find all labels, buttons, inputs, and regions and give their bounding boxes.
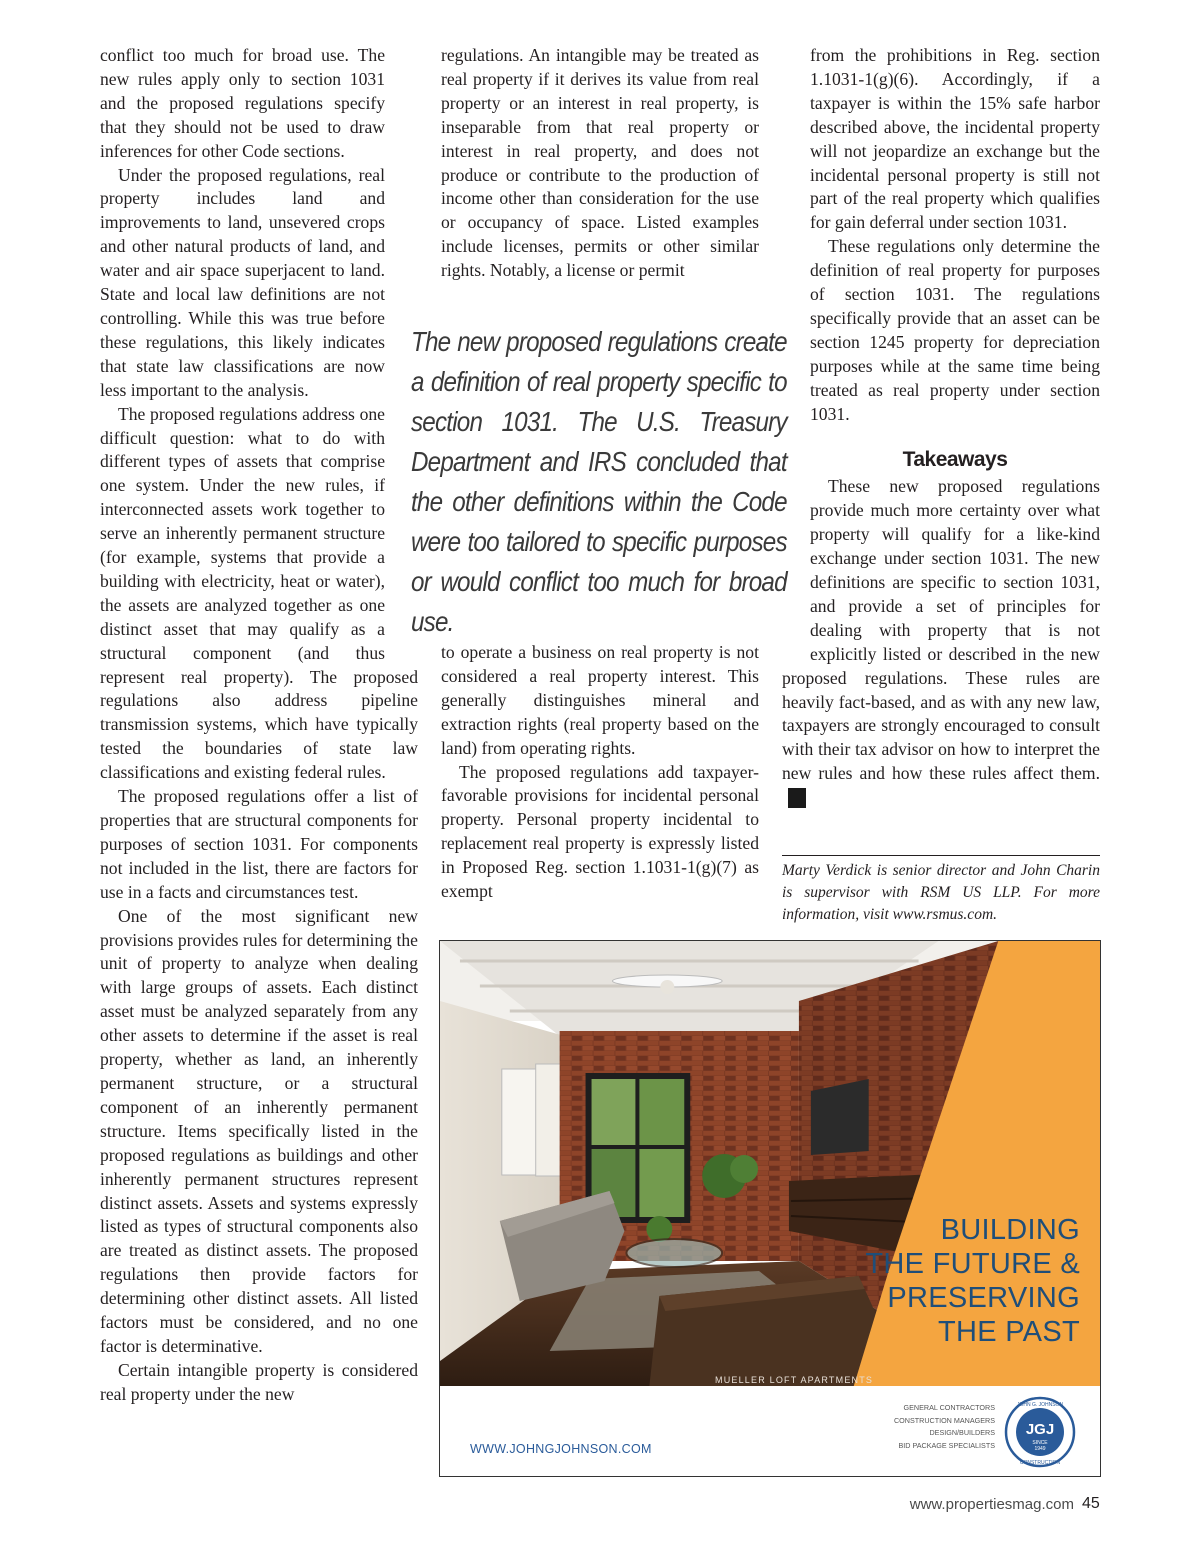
ad-services-list — [894, 1402, 995, 1452]
jgj-logo-seal — [1004, 1396, 1076, 1468]
paragraph: from the prohibitions in Reg. section 1.1031-1(g)(6). Accordingly, if a taxpayer is within the 15% safe harbor described above, the incidental property will not jeopardize an exchange but the incidental personal property is still not part of the real property which qualifies for gain deferral under section 1031. — [810, 45, 1100, 233]
ad-headline-line: THE PAST — [937, 1316, 1080, 1348]
paragraph — [782, 475, 1100, 810]
service-item: BID PACKAGE SPECIALISTS — [898, 1440, 995, 1450]
ad-headline — [865, 1213, 1080, 1349]
paragraph: The proposed regulations add taxpayer-favorable provisions for incidental personal property. Personal property incidental to replacement real property is expressly listed in Proposed Reg. section 1.1031-1(g)(7) as exempt — [441, 761, 759, 902]
svg-text:SINCE: SINCE — [1032, 1440, 1048, 1446]
end-of-article-mark: P — [788, 788, 806, 808]
article-column-2-top — [441, 44, 759, 283]
paragraph: Certain intangible property is considered real property under the new — [100, 1359, 418, 1404]
svg-text:JOHN G. JOHNSON: JOHN G. JOHNSON — [1016, 1402, 1064, 1408]
svg-text:1949: 1949 — [1034, 1446, 1046, 1452]
paragraph: The proposed regulations address one difficult question: what to do with different types of assets that comprise one system. Under the new rules, if interconnected assets work together to serve an inherently permanent structure (for example, systems that provide a building with electricity, heat or water), the assets are analyzed together as one distinct asset that may qualify as a structural component (and thus represent real property). The proposed regulations also address pipeline transmission systems, which have typically tested the boundaries of state law classifications and existing federal rules. — [100, 403, 418, 783]
ad-headline-line: THE FUTURE & — [865, 1248, 1080, 1280]
paragraph: conflict too much for broad use. The new rules apply only to section 1031 and the proposed regulations specify that they should not be used to draw inferences for other Code sections. — [100, 45, 385, 161]
author-bio: Marty Verdick is senior director and John Charin is supervisor with RSM US LLP. For more information, visit www.rsmus.com. — [782, 862, 1100, 923]
page-number: 45 — [1082, 1495, 1100, 1512]
section-heading: Takeaways — [902, 447, 1008, 471]
photo-caption: MUELLER LOFT APARTMENTS — [715, 1375, 874, 1385]
service-item: GENERAL CONTRACTORS — [903, 1403, 995, 1412]
ad-headline-line: BUILDING — [940, 1214, 1080, 1246]
svg-text:CONSTRUCTION: CONSTRUCTION — [1019, 1460, 1061, 1466]
footer-website: www.propertiesmag.com — [909, 1496, 1074, 1513]
pull-quote-wrap-spacer — [782, 316, 810, 651]
bio-divider — [782, 855, 1100, 856]
service-item: DESIGN/BUILDERS — [929, 1428, 995, 1437]
takeaways-text: These new proposed regulations provide much more certainty over what property will qualify for a like-kind exchange under section 1031. The new definitions are specific to section 1031, and provide a set of principles for dealing with property that is not explicitly listed or described in the new proposed regulations. These rules are heavily fact-based, and as with any new law, taxpayers are strongly encouraged to consult with their tax advisor on how to interpret the new rules and how these rules affect them. — [782, 476, 1100, 784]
paragraph: One of the most significant new provisions provides rules for determining the unit of property to analyze when dealing with large groups of assets. Each distinct asset must be analyzed separately from any other assets to determine if the asset is real property, whether as land, an inherently permanent structure, or a structural component of an inherently permanent structure. Items specifically listed in the proposed regulations as buildings and other inherently permanent structures represent distinct assets. Assets and systems expressly listed as types of structural components also are treated as distinct assets. The proposed regulations then provide factors for determining other distinct assets. All listed factors must be considered, and no one factor is determinative. — [100, 905, 418, 1356]
service-item: CONSTRUCTION MANAGERS — [893, 1415, 995, 1425]
paragraph: Under the proposed regulations, real property includes land and improvements to land, unsevered crops and other natural products of land, and water and air space superjacent to land. State and local law definitions are not controlling. While this was true before these regulations, this likely indicates that state law classifications are now less important to the analysis. — [100, 164, 385, 400]
paragraph: These regulations only determine the definition of real property for purposes of section 1031. The regulations specifically provide that an asset can be section 1245 property for depreciation purposes while at the same time being treated as real property under section 1031. — [810, 236, 1100, 424]
ad-website-link[interactable]: WWW.JOHNGJOHNSON.COM — [470, 1442, 652, 1456]
advertisement — [439, 940, 1101, 1477]
ad-footer — [440, 1386, 1100, 1477]
paragraph: regulations. An intangible may be treated as real property if it derives its value from real property or an interest in real property, is inseparable from that real property or interest in real property, and does not produce or contribute to the production of income other than consideration for the use or occupancy of space. Listed examples include licenses, permits or other similar rights. Notably, a license or permit — [441, 45, 759, 281]
paragraph: The proposed regulations offer a list of properties that are structural components for purposes of section 1031. For components not included in the list, there are factors for use in a facts and circumstances test. — [100, 786, 418, 902]
article-column-1 — [100, 44, 418, 1407]
article-column-2-bottom — [441, 641, 759, 904]
ad-headline-line: PRESERVING — [887, 1282, 1080, 1314]
pull-quote: The new proposed regulations create a definition of real property specific to section 1031. The U.S. Treasury Department and IRS concluded that the other definitions within the Code were too tailored to specific purposes or would conflict too much for broad use. — [411, 326, 787, 637]
svg-text:JGJ: JGJ — [1025, 1421, 1055, 1438]
paragraph: to operate a business on real property is not considered a real property interest. This generally distinguishes mineral and extraction rights (real property based on the land) from operating rights. — [441, 642, 759, 758]
article-column-3 — [782, 44, 1100, 810]
